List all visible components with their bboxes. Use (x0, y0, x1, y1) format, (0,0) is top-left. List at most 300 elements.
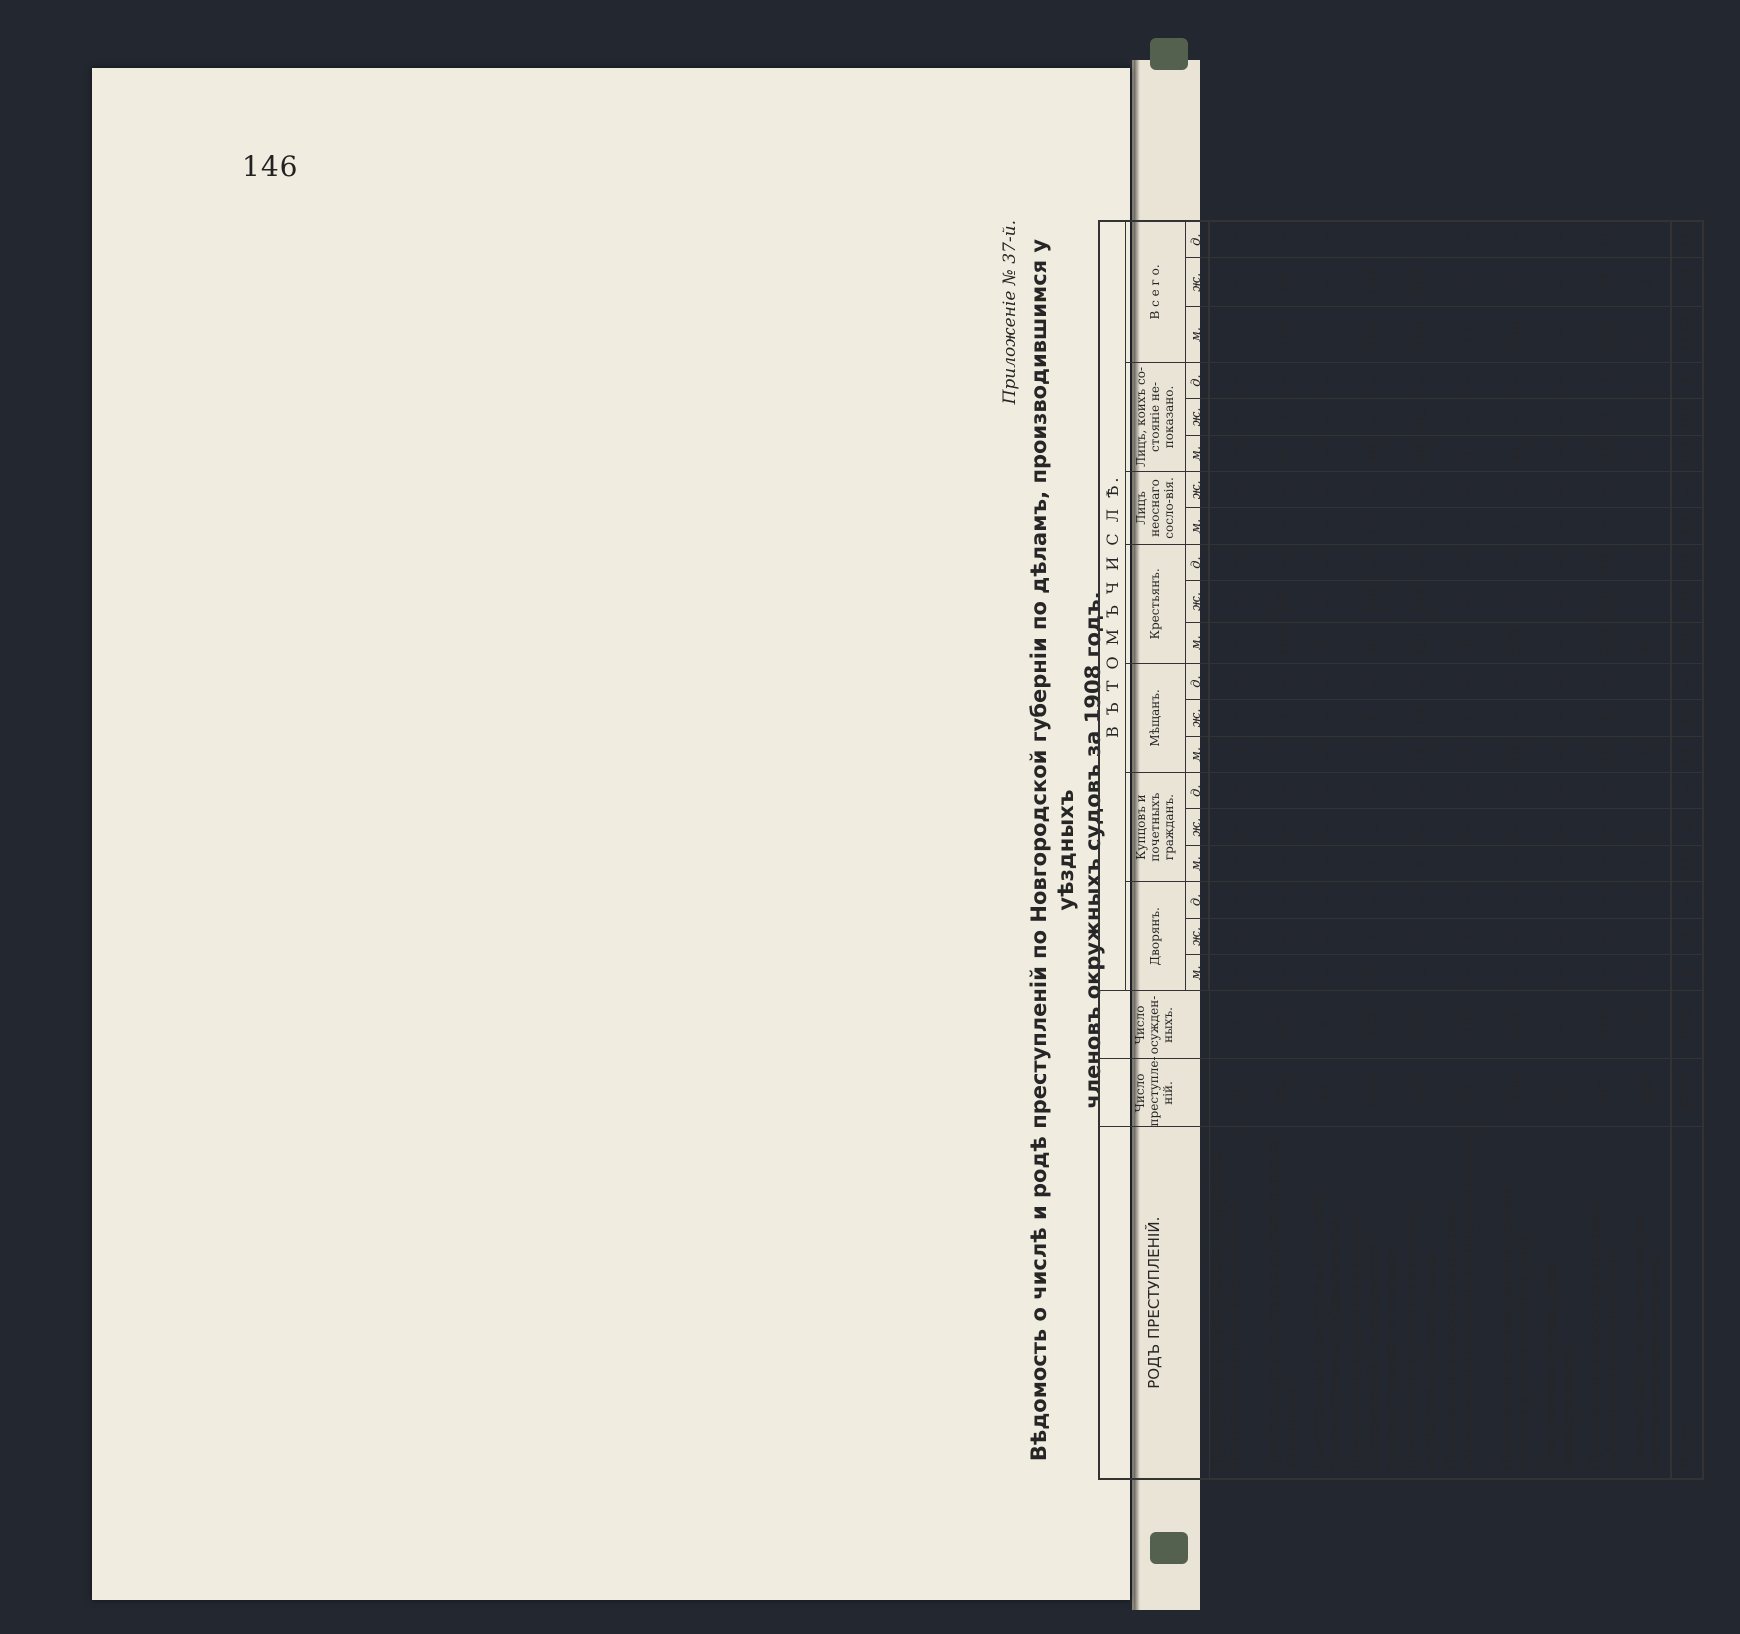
bookmark-ribbon (1150, 38, 1188, 70)
data-cell: 3 (1444, 736, 1495, 772)
data-cell: — (1539, 472, 1583, 508)
data-cell: 33 (1583, 258, 1627, 307)
data-cell: — (1209, 362, 1261, 398)
data-cell: — (1539, 508, 1583, 544)
data-cell: — (1209, 435, 1261, 471)
header-sub-2-0: м. (1185, 736, 1209, 772)
data-cell: — (1495, 663, 1539, 699)
data-cell: 1147 (1671, 307, 1703, 363)
data-cell: — (1583, 882, 1627, 918)
data-cell: — (1209, 773, 1261, 809)
data-cell: — (1209, 399, 1261, 435)
data-cell: — (1305, 700, 1349, 736)
data-cell: — (1305, 435, 1349, 471)
data-cell: 2 (1495, 581, 1539, 622)
convicted-cell: 8 (1305, 991, 1349, 1059)
data-cell: — (1209, 955, 1261, 991)
data-cell: — (1261, 845, 1305, 881)
data-cell: — (1539, 362, 1583, 398)
data-cell: 8 (1671, 955, 1703, 991)
data-cell: — (1539, 258, 1583, 307)
data-cell: — (1349, 221, 1400, 258)
data-cell: — (1400, 773, 1444, 809)
crimes-cell: 630 (1349, 1059, 1400, 1127)
data-cell: 272 (1583, 307, 1627, 363)
data-cell: 8 (1305, 622, 1349, 663)
data-cell: 3 (1261, 700, 1305, 736)
header-convicted-count: Число осужден-ныхъ. (1099, 991, 1209, 1059)
data-cell: — (1495, 700, 1539, 736)
row-label: Преступленія противъ правъ семейственныхъ . . . . . . . . . (1539, 1127, 1583, 1479)
convicted-cell: 1876 (1671, 991, 1703, 1059)
data-cell: 37 (1583, 435, 1627, 471)
data-cell: — (1209, 508, 1261, 544)
header-sub-3-1: ж. (1185, 581, 1209, 622)
data-cell: 4 (1627, 258, 1671, 307)
data-cell: — (1209, 581, 1261, 622)
data-cell: 1 (1349, 918, 1400, 954)
data-cell: 2 (1495, 258, 1539, 307)
data-cell: 68 (1671, 736, 1703, 772)
header-sub-4-0: м. (1185, 508, 1209, 544)
data-cell: 21 (1583, 581, 1627, 622)
data-cell: — (1539, 581, 1583, 622)
data-cell: — (1539, 773, 1583, 809)
data-cell: 2 (1627, 581, 1671, 622)
row-label: Преступленія и проступки противъ собственности частныхъ лицъ . . . (1583, 1127, 1627, 1479)
data-cell: — (1495, 544, 1539, 580)
data-cell: 11 (1444, 307, 1495, 363)
data-cell: — (1305, 544, 1349, 580)
data-cell: — (1305, 736, 1349, 772)
data-cell: 1 (1444, 435, 1495, 471)
data-cell: 2 (1349, 809, 1400, 845)
data-cell: 220 (1583, 622, 1627, 663)
data-cell: 20 (1400, 435, 1444, 471)
data-cell: — (1539, 736, 1583, 772)
data-cell: 19 (1495, 736, 1539, 772)
data-cell: — (1305, 918, 1349, 954)
data-cell: 1 (1261, 399, 1305, 435)
data-cell: — (1261, 544, 1305, 580)
data-cell: — (1539, 845, 1583, 881)
data-cell: — (1583, 508, 1627, 544)
data-cell: 2 (1627, 700, 1671, 736)
data-cell: — (1400, 362, 1444, 398)
document-title (1026, 220, 1107, 1480)
data-cell: — (1305, 955, 1349, 991)
data-cell: 155 (1349, 307, 1400, 363)
data-cell: 279 (1495, 622, 1539, 663)
header-sub-6-2: д. (1185, 221, 1209, 258)
data-cell: — (1444, 773, 1495, 809)
data-cell: — (1209, 221, 1261, 258)
data-cell: — (1209, 809, 1261, 845)
rotated-table-block (1000, 220, 1740, 1480)
data-cell: — (1583, 663, 1627, 699)
data-cell: 10 (1583, 544, 1627, 580)
data-cell: — (1400, 918, 1444, 954)
data-cell: 124 (1261, 307, 1305, 363)
header-sub-0-2: д. (1185, 882, 1209, 918)
data-cell: — (1261, 362, 1305, 398)
data-cell: — (1261, 955, 1305, 991)
data-cell: — (1627, 544, 1671, 580)
data-cell: — (1495, 472, 1539, 508)
header-kind: РОДЪ ПРЕСТУПЛЕНІЙ. (1099, 1127, 1209, 1479)
data-cell: 2 (1349, 736, 1400, 772)
row-label: Прочихъ дѣлъ, не показанныхъ въ предшествующихъ пунктахъ . . . (1627, 1127, 1671, 1479)
data-cell: — (1305, 472, 1349, 508)
data-cell: 121 (1400, 622, 1444, 663)
data-cell: — (1444, 508, 1495, 544)
header-sub-1-0: м. (1185, 845, 1209, 881)
header-sub-4-1: ж. (1185, 472, 1209, 508)
data-cell: — (1495, 882, 1539, 918)
data-cell: — (1305, 581, 1349, 622)
convicted-cell: 13 (1444, 991, 1495, 1059)
data-cell: — (1539, 700, 1583, 736)
data-cell: — (1627, 399, 1671, 435)
data-cell: — (1627, 221, 1671, 258)
data-cell: — (1539, 918, 1583, 954)
data-cell: — (1495, 773, 1539, 809)
data-cell: — (1671, 882, 1703, 918)
data-cell: 1 (1627, 845, 1671, 881)
table-row (1261, 221, 1305, 1479)
data-cell: 2 (1671, 809, 1703, 845)
table-row (1671, 221, 1703, 1479)
data-cell: — (1539, 622, 1583, 663)
data-cell: — (1671, 773, 1703, 809)
data-cell: 1 (1671, 362, 1703, 398)
data-cell: — (1444, 955, 1495, 991)
data-cell: — (1444, 399, 1495, 435)
data-cell: 17 (1349, 508, 1400, 544)
data-cell: — (1495, 918, 1539, 954)
appendix-label: Приложеніе № 37-й. (1000, 220, 1020, 405)
table-row (1539, 221, 1583, 1479)
row-label: Преступленія и проступки противъ постановленій о повинностяхъ государственныхъ и земскихъ . . . . . (1349, 1127, 1400, 1479)
table-row (1349, 221, 1400, 1479)
data-cell: — (1444, 663, 1495, 699)
title-line-1: Вѣдомость о числѣ и родѣ преступленій по Новгородской губерніи по дѣламъ, производившимся у уѣздныхъ (1027, 238, 1078, 1462)
crimes-cell: 5 (1209, 1059, 1261, 1127)
data-cell: — (1209, 663, 1261, 699)
data-cell: — (1305, 773, 1349, 809)
data-cell: — (1209, 918, 1261, 954)
header-sub-1-2: д. (1185, 773, 1209, 809)
data-cell: — (1349, 399, 1400, 435)
data-cell: 1 (1444, 700, 1495, 736)
data-cell: — (1305, 258, 1349, 307)
table-row (1305, 221, 1349, 1479)
convicted-cell: 342 (1495, 991, 1539, 1059)
data-cell: — (1305, 362, 1349, 398)
data-cell: — (1444, 581, 1495, 622)
data-cell: — (1627, 882, 1671, 918)
data-cell: 2 (1444, 845, 1495, 881)
data-cell: — (1444, 882, 1495, 918)
header-group-2: Мѣщанъ. (1125, 663, 1185, 772)
data-cell: 2 (1627, 955, 1671, 991)
row-label: Преступленія и проступки противъ имущества и доходовъ казны . . . (1400, 1127, 1444, 1479)
table-row (1583, 221, 1627, 1479)
header-sub-0-1: ж. (1185, 918, 1209, 954)
data-cell: — (1209, 882, 1261, 918)
data-cell: — (1495, 399, 1539, 435)
data-cell: — (1349, 663, 1400, 699)
data-cell: 1 (1444, 918, 1495, 954)
statistics-table (1098, 220, 1704, 1480)
data-cell: — (1539, 221, 1583, 258)
data-cell: 7 (1349, 845, 1400, 881)
data-cell: — (1539, 399, 1583, 435)
row-label: Итого . . . (1671, 1127, 1703, 1479)
data-cell: — (1400, 663, 1444, 699)
header-group-6: В с е г о. (1125, 221, 1185, 362)
data-cell: — (1305, 221, 1349, 258)
data-cell: 18 (1671, 508, 1703, 544)
table-row (1495, 221, 1539, 1479)
row-label: Преступленія и проступки противъ порядка управленія . . . . . . (1261, 1127, 1305, 1479)
header-sub-6-1: ж. (1185, 258, 1209, 307)
data-cell: 718 (1671, 258, 1703, 307)
data-cell: — (1627, 918, 1671, 954)
data-cell: — (1495, 955, 1539, 991)
data-cell: 2 (1444, 258, 1495, 307)
data-cell: — (1400, 809, 1444, 845)
header-sub-2-2: д. (1185, 663, 1209, 699)
data-cell: 15 (1583, 736, 1627, 772)
convicted-cell: 352 (1349, 991, 1400, 1059)
data-cell: — (1627, 508, 1671, 544)
data-cell: 2 (1400, 955, 1444, 991)
row-label: Преступленія и проступки по службѣ государственной и общественной (1305, 1127, 1349, 1479)
page-number: 146 (242, 150, 299, 183)
data-cell: 8 (1583, 399, 1627, 435)
data-cell: — (1261, 472, 1305, 508)
data-cell: 9 (1261, 435, 1305, 471)
header-sub-3-0: м. (1185, 622, 1209, 663)
data-cell: 59 (1261, 581, 1305, 622)
crimes-cell: 10 (1305, 1059, 1349, 1127)
crimes-cell: 1 (1539, 1059, 1583, 1127)
convicted-cell: 316 (1583, 991, 1627, 1059)
header-group-5: Лицъ, коихъ со-стояніе не-показано. (1125, 362, 1185, 471)
data-cell: 417 (1400, 258, 1444, 307)
data-cell: — (1305, 882, 1349, 918)
data-cell: 340 (1495, 307, 1539, 363)
header-in-that-number: В Ъ Т О М Ъ Ч И С Л Ѣ. (1099, 221, 1125, 991)
data-cell: — (1583, 845, 1627, 881)
data-cell: — (1305, 809, 1349, 845)
data-cell: — (1539, 882, 1583, 918)
data-cell: — (1305, 663, 1349, 699)
data-cell: — (1349, 773, 1400, 809)
row-label: Преступленія противъ жизни, здравія, свободы и чести частныхъ лицъ . . (1495, 1127, 1539, 1479)
data-cell: 4 (1349, 955, 1400, 991)
data-cell: — (1305, 845, 1349, 881)
data-cell: — (1495, 809, 1539, 845)
data-cell: 11 (1583, 221, 1627, 258)
data-cell: — (1400, 221, 1444, 258)
convicted-cell: 5 (1209, 991, 1261, 1059)
data-cell: 18 (1400, 700, 1444, 736)
data-cell: 190 (1349, 581, 1400, 622)
data-cell: 41 (1495, 435, 1539, 471)
data-cell: — (1444, 362, 1495, 398)
data-cell: — (1627, 663, 1671, 699)
bookmark-ribbon-bottom (1150, 1532, 1188, 1564)
data-cell: — (1539, 955, 1583, 991)
data-cell: 7 (1261, 736, 1305, 772)
data-cell: — (1627, 773, 1671, 809)
data-cell: 63 (1261, 258, 1305, 307)
row-label: Преступленія противъ вѣры и о нарушеніи ограждающихъ оную постановленій . . . . . . . . . . (1209, 1127, 1261, 1479)
data-cell: — (1583, 472, 1627, 508)
data-cell: 151 (1671, 435, 1703, 471)
data-cell: 32 (1671, 700, 1703, 736)
data-cell: — (1209, 700, 1261, 736)
crimes-cell: 284 (1261, 1059, 1305, 1127)
data-cell: — (1583, 918, 1627, 954)
data-cell: 14 (1400, 736, 1444, 772)
row-label: Преступленія и проступки противъ общественнаго благочинія и благоустройства . . . . . . . . . (1444, 1127, 1495, 1479)
data-cell: — (1209, 472, 1261, 508)
data-cell: 40 (1349, 435, 1400, 471)
convicted-cell: 78 (1627, 991, 1671, 1059)
data-cell: — (1400, 508, 1444, 544)
header-crimes-count: Число преступле-ній. (1099, 1059, 1209, 1127)
data-cell: — (1444, 221, 1495, 258)
data-cell: — (1400, 544, 1444, 580)
data-cell: — (1627, 472, 1671, 508)
header-group-0: Дворянъ. (1125, 882, 1185, 991)
document-page (92, 68, 1130, 1600)
data-cell: — (1261, 508, 1305, 544)
data-cell: — (1539, 307, 1583, 363)
header-group-4: Лицъ неоснаго сосло-вія. (1125, 472, 1185, 545)
data-cell: — (1539, 663, 1583, 699)
data-cell: — (1261, 882, 1305, 918)
table-row (1209, 221, 1261, 1479)
data-cell: 891 (1671, 622, 1703, 663)
data-cell: — (1671, 663, 1703, 699)
data-cell: — (1209, 544, 1261, 580)
data-cell: — (1261, 221, 1305, 258)
data-cell: 197 (1349, 258, 1400, 307)
data-cell: 1 (1400, 845, 1444, 881)
data-cell: 1 (1495, 508, 1539, 544)
data-cell: — (1495, 221, 1539, 258)
header-sub-3-2: д. (1185, 544, 1209, 580)
crimes-cell: 4776 (1671, 1059, 1703, 1127)
data-cell: 65 (1627, 622, 1671, 663)
data-cell: 581 (1671, 581, 1703, 622)
data-cell: 4 (1583, 700, 1627, 736)
data-cell: 2 (1671, 918, 1703, 954)
data-cell: 85 (1349, 622, 1400, 663)
data-cell: — (1539, 435, 1583, 471)
data-cell: 3 (1627, 736, 1671, 772)
data-cell: — (1209, 258, 1261, 307)
data-cell: — (1539, 809, 1583, 845)
data-cell: — (1400, 882, 1444, 918)
data-cell: — (1261, 773, 1305, 809)
crimes-cell: 935 (1400, 1059, 1444, 1127)
data-cell: — (1349, 544, 1400, 580)
header-sub-5-2: д. (1185, 362, 1209, 398)
crimes-cell: 32 (1444, 1059, 1495, 1127)
data-cell: 4 (1349, 700, 1400, 736)
header-sub-6-0: м. (1185, 307, 1209, 363)
table-row (1627, 221, 1671, 1479)
data-cell: — (1349, 472, 1400, 508)
data-cell: 8 (1305, 307, 1349, 363)
data-cell: 108 (1261, 622, 1305, 663)
data-cell: 5 (1209, 736, 1261, 772)
data-cell: 71 (1627, 307, 1671, 363)
data-cell: 1 (1583, 362, 1627, 398)
data-cell: — (1583, 809, 1627, 845)
data-cell: — (1400, 472, 1444, 508)
data-cell: 92 (1400, 399, 1444, 435)
crimes-cell: 997 (1583, 1059, 1627, 1127)
data-cell: 5 (1209, 307, 1261, 363)
data-cell: — (1209, 622, 1261, 663)
data-cell: — (1305, 399, 1349, 435)
header-sub-5-1: ж. (1185, 399, 1209, 435)
data-cell: — (1444, 544, 1495, 580)
data-cell: — (1349, 362, 1400, 398)
data-cell: 5 (1444, 622, 1495, 663)
header-sub-5-0: м. (1185, 435, 1209, 471)
data-cell: — (1495, 362, 1539, 398)
data-cell: — (1539, 544, 1583, 580)
crimes-cell: 1196 (1495, 1059, 1539, 1127)
data-cell: — (1627, 809, 1671, 845)
title-line-2: членовъ окружныхъ судовъ за 1908 годъ. (1081, 591, 1105, 1109)
table-row (1400, 221, 1444, 1479)
data-cell: — (1209, 845, 1261, 881)
data-cell: — (1261, 918, 1305, 954)
data-cell: — (1261, 809, 1305, 845)
data-cell: 307 (1400, 581, 1444, 622)
convicted-cell: 187 (1261, 991, 1305, 1059)
table-row (1444, 221, 1495, 1479)
data-cell: 11 (1671, 221, 1703, 258)
data-cell: — (1495, 845, 1539, 881)
data-cell: — (1261, 663, 1305, 699)
data-cell: — (1444, 809, 1495, 845)
convicted-cell: 575 (1400, 991, 1444, 1059)
convicted-cell: — (1539, 991, 1583, 1059)
data-cell: 3 (1627, 435, 1671, 471)
data-cell: 158 (1400, 307, 1444, 363)
header-group-1: Купцовъ и почетныхъ гражданъ. (1125, 773, 1185, 882)
data-cell: 10 (1671, 544, 1703, 580)
data-cell: — (1583, 773, 1627, 809)
data-cell: 11 (1671, 845, 1703, 881)
data-cell: — (1349, 882, 1400, 918)
data-cell: 101 (1671, 399, 1703, 435)
data-cell: — (1444, 472, 1495, 508)
header-sub-0-0: м. (1185, 955, 1209, 991)
header-sub-2-1: ж. (1185, 700, 1209, 736)
data-cell: — (1627, 362, 1671, 398)
data-cell: — (1671, 472, 1703, 508)
